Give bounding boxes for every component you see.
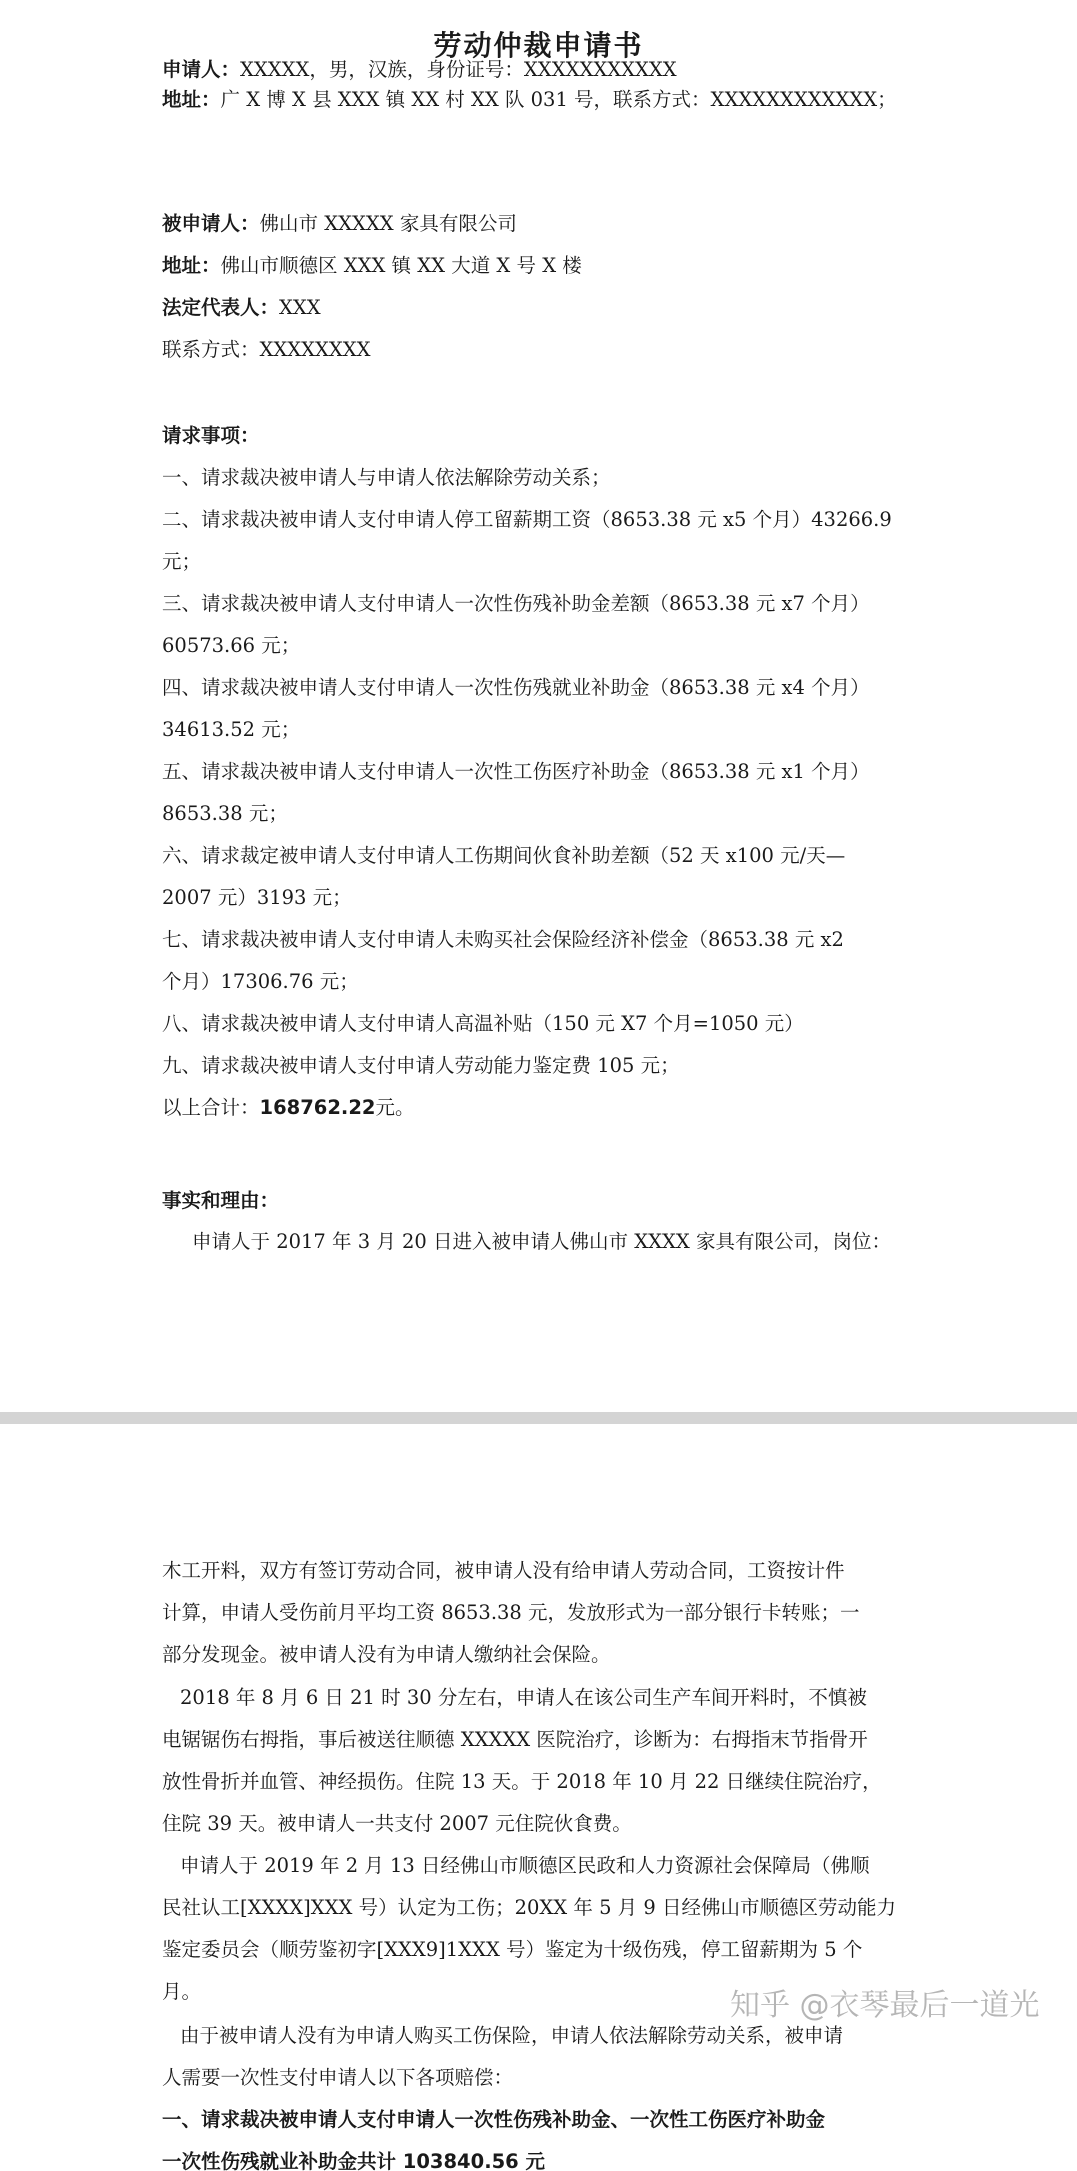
claim-line: 九、请求裁决被申请人支付申请人劳动能力鉴定费 105 元； bbox=[162, 1054, 680, 1077]
document-page-2 bbox=[0, 1424, 1077, 2171]
document-title: 劳动仲裁申请书 bbox=[433, 29, 644, 62]
claim-line: 六、请求裁定被申请人支付申请人工伤期间伙食补助差额（52 天 x100 元/天— bbox=[162, 844, 846, 867]
facts-paragraph-line: 由于被申请人没有为申请人购买工伤保险，申请人依法解除劳动关系，被申请 bbox=[180, 2024, 844, 2047]
facts-paragraph-line: 申请人于 2019 年 2 月 13 日经佛山市顺德区民政和人力资源社会保障局（佛顺 bbox=[180, 1854, 870, 1877]
respondent-line bbox=[162, 208, 922, 240]
facts-paragraph-line: 月。 bbox=[162, 1980, 202, 2003]
total-value: 168762.22 bbox=[259, 1096, 376, 1119]
facts-paragraph-line: 民社认工[XXXX]XXX 号）认定为工伤；20XX 年 5 月 9 日经佛山市顺德区劳动能力 bbox=[162, 1896, 896, 1919]
claim-line: 一、请求裁决被申请人与申请人依法解除劳动关系； bbox=[162, 466, 611, 489]
claim-line: 二、请求裁决被申请人支付申请人停工留薪期工资（8653.38 元 x5 个月）43266.9 bbox=[162, 508, 892, 531]
page-divider bbox=[0, 1412, 1077, 1424]
legal-representative-label: 法定代表人： bbox=[162, 296, 280, 319]
claim-line: 七、请求裁决被申请人支付申请人未购买社会保险经济补偿金（8653.38 元 x2 bbox=[162, 928, 844, 951]
facts-paragraph-line: 住院 39 天。被申请人一共支付 2007 元住院伙食费。 bbox=[162, 1812, 632, 1835]
claim-line: 五、请求裁决被申请人支付申请人一次性工伤医疗补助金（8653.38 元 x1 个月） bbox=[162, 760, 870, 783]
facts-paragraph-line: 2018 年 8 月 6 日 21 时 30 分左右，申请人在该公司生产车间开料时，不慎被 bbox=[180, 1686, 867, 1709]
facts-paragraph-line: 计算，申请人受伤前月平均工资 8653.38 元，发放形式为一部分银行卡转账；一 bbox=[162, 1601, 860, 1624]
facts-paragraph-line: 电锯锯伤右拇指，事后被送往顺德 XXXXX 医院治疗，诊断为：右拇指末节指骨开 bbox=[162, 1728, 868, 1751]
zhihu-watermark: 知乎 @衣琴最后一道光 bbox=[730, 1988, 1040, 2023]
claims-total-line bbox=[162, 1092, 922, 1124]
applicant-address-label: 地址： bbox=[162, 88, 221, 111]
claim-line: 四、请求裁决被申请人支付申请人一次性伤残就业补助金（8653.38 元 x4 个月） bbox=[162, 676, 870, 699]
total-prefix: 以上合计： bbox=[162, 1096, 260, 1119]
facts-paragraph-line: 申请人于 2017 年 3 月 20 日进入被申请人佛山市 XXXX 家具有限公司，岗位： bbox=[192, 1230, 891, 1253]
facts-paragraph-line: 木工开料，双方有签订劳动合同，被申请人没有给申请人劳动合同，工资按计件 bbox=[162, 1559, 845, 1582]
claim-line: 60573.66 元； bbox=[162, 634, 301, 657]
claim-line: 8653.38 元； bbox=[162, 802, 288, 825]
respondent-label: 被申请人： bbox=[162, 212, 260, 235]
respondent-contact: 联系方式：XXXXXXXX bbox=[162, 338, 371, 361]
respondent-address-value: 佛山市顺德区 XXX 镇 XX 大道 X 号 X 楼 bbox=[220, 254, 582, 277]
facts-paragraph-line: 部分发现金。被申请人没有为申请人缴纳社会保险。 bbox=[162, 1643, 611, 1666]
claims-heading: 请求事项： bbox=[162, 424, 260, 447]
claim-line: 三、请求裁决被申请人支付申请人一次性伤残补助金差额（8653.38 元 x7 个月） bbox=[162, 592, 870, 615]
claim-line: 34613.52 元； bbox=[162, 718, 301, 741]
total-suffix: 元。 bbox=[375, 1096, 415, 1119]
legal-representative-line bbox=[162, 292, 922, 324]
claim-line: 个月）17306.76 元； bbox=[162, 970, 359, 993]
compensation-line-bold: 一次性伤残就业补助金共计 103840.56 元 bbox=[162, 2150, 546, 2171]
facts-paragraph-line: 人需要一次性支付申请人以下各项赔偿： bbox=[162, 2066, 514, 2089]
applicant-value: XXXXX，男，汉族，身份证号：XXXXXXXXXXX bbox=[240, 58, 677, 81]
legal-representative-value: XXX bbox=[279, 296, 321, 319]
respondent-value: 佛山市 XXXXX 家具有限公司 bbox=[259, 212, 517, 235]
facts-paragraph-line: 放性骨折并血管、神经损伤。住院 13 天。于 2018 年 10 月 22 日继续住院治疗， bbox=[162, 1770, 882, 1793]
facts-paragraph-line: 鉴定委员会（顺劳鉴初字[XXX9]1XXX 号）鉴定为十级伤残，停工留薪期为 5 个 bbox=[162, 1938, 863, 1961]
compensation-line-bold: 一、请求裁决被申请人支付申请人一次性伤残补助金、一次性工伤医疗补助金 bbox=[162, 2108, 826, 2131]
respondent-address-label: 地址： bbox=[162, 254, 221, 277]
applicant-label: 申请人： bbox=[162, 58, 241, 81]
applicant-address-value: 广 X 博 X 县 XXX 镇 XX 村 XX 队 031 号，联系方式：XXXXXXXXXXXX； bbox=[220, 88, 897, 111]
facts-heading: 事实和理由： bbox=[162, 1189, 280, 1212]
applicant-address-line bbox=[162, 84, 922, 116]
claim-line: 八、请求裁决被申请人支付申请人高温补贴（150 元 X7 个月=1050 元） bbox=[162, 1012, 804, 1035]
claim-line: 元； bbox=[162, 550, 202, 573]
claim-line: 2007 元）3193 元； bbox=[162, 886, 352, 909]
respondent-address-line bbox=[162, 250, 922, 282]
applicant-line bbox=[162, 54, 922, 86]
